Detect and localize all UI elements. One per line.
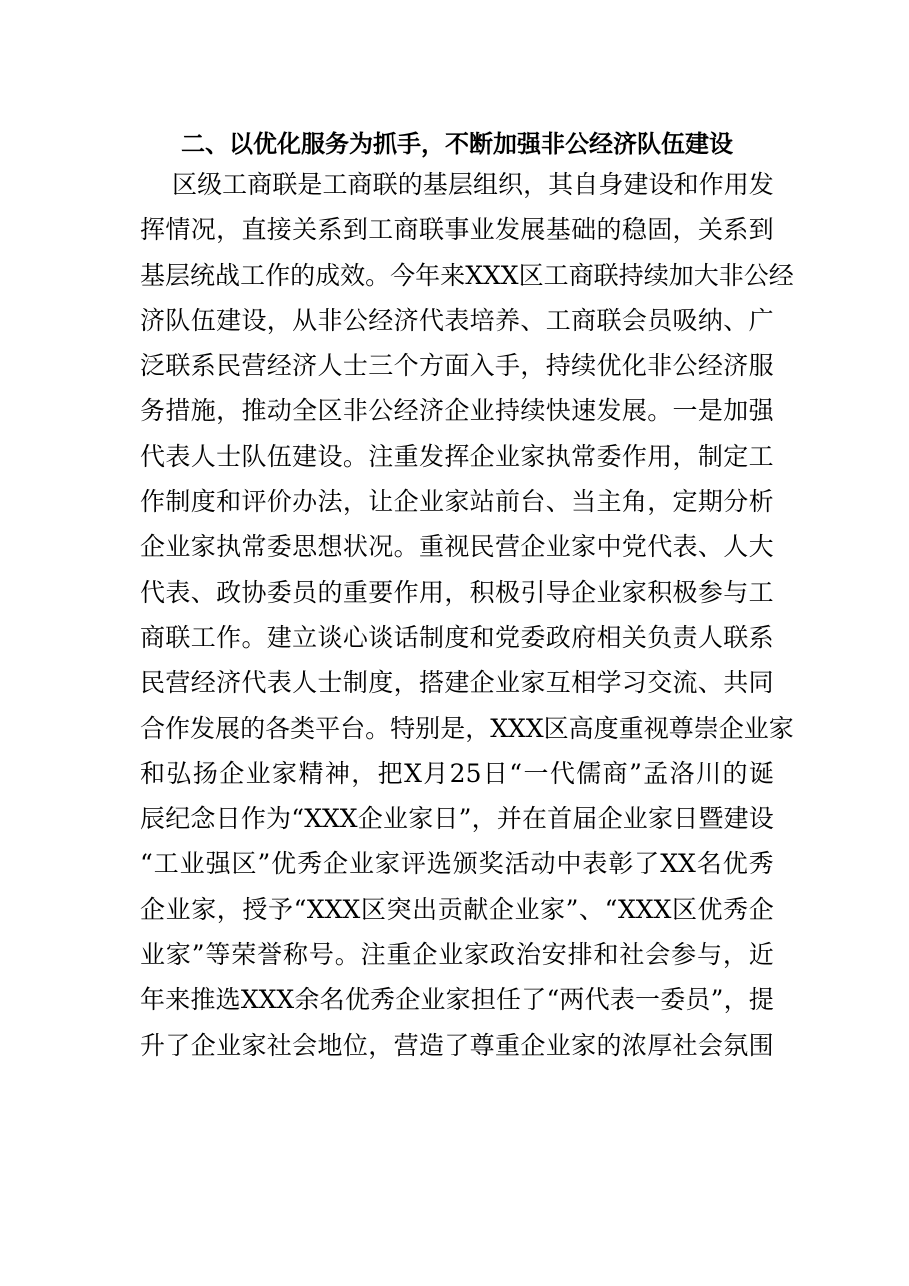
paragraph-line: 代 表 、 政 协 委 员 的 重 要 作 用 ， 积 极 引 导 企 业 家 积 极 参 与 工 bbox=[140, 577, 774, 607]
paragraph-line: 合 作 发 展 的 各 类 平 台 。 特 别 是 ， XXX 区 高 度 重 视 尊 崇 企 业 家 bbox=[140, 713, 794, 743]
paragraph-line: 和 弘 扬 企 业 家 精 神 ， 把 X 月 25 日 “ 一 代 儒 商 ” 孟 洛 川 的 诞 bbox=[140, 758, 774, 788]
paragraph-line: 商 联 工 作 。 建 立 谈 心 谈 话 制 度 和 党 委 政 府 相 关 负 责 人 联 系 bbox=[140, 622, 774, 652]
paragraph-line: 区 级 工 商 联 是 工 商 联 的 基 层 组 织 ， 其 自 身 建 设 和 作 用 发 bbox=[172, 170, 774, 199]
paragraph-line: 泛 联 系 民 营 经 济 人 士 三 个 方 面 入 手 ， 持 续 优 化 非 公 经 济 服 bbox=[140, 351, 774, 381]
paragraph-line: 企 业 家 执 常 委 思 想 状 况 。 重 视 民 营 企 业 家 中 党 代 表 、 人 大 bbox=[140, 532, 774, 562]
paragraph-line: 企 业 家 ， 授 予 “ XXX 区 突 出 贡 献 企 业 家 ” 、 “ XXX 区 优 秀 企 bbox=[140, 894, 774, 924]
section-heading: 二、以优化服务为抓手，不断加强非公经济队伍建设 bbox=[181, 129, 733, 158]
paragraph-line: 升 了 企 业 家 社 会 地 位 ， 营 造 了 尊 重 企 业 家 的 浓 厚 社 会 氛 围 bbox=[140, 1030, 774, 1060]
body-paragraph bbox=[140, 162, 794, 1068]
paragraph-line: 民 营 经 济 代 表 人 士 制 度 ， 搭 建 企 业 家 互 相 学 习 交 流 、 共 同 bbox=[140, 668, 774, 698]
paragraph-line: 代 表 人 士 队 伍 建 设 。 注 重 发 挥 企 业 家 执 常 委 作 用 ， 制 定 工 bbox=[140, 441, 774, 471]
paragraph-line: 辰 纪 念 日 作 为 “ XXX 企 业 家 日 ” ， 并 在 首 届 企 业 家 日 暨 建 设 bbox=[140, 804, 774, 834]
paragraph-line: 业 家 ” 等 荣 誉 称 号 。 注 重 企 业 家 政 治 安 排 和 社 会 参 与 ， 近 bbox=[140, 940, 774, 970]
paragraph-line: 作 制 度 和 评 价 办 法 ， 让 企 业 家 站 前 台 、 当 主 角 ， 定 期 分 析 bbox=[140, 487, 774, 517]
paragraph-line: 基 层 统 战 工 作 的 成 效 。 今 年 来 XXX 区 工 商 联 持 续 加 大 非 公 经 bbox=[140, 260, 794, 290]
paragraph-line: 年 来 推 选 XXX 余 名 优 秀 企 业 家 担 任 了 “ 两 代 表 一 委 员 ” ， 提 bbox=[140, 985, 774, 1015]
paragraph-line: 挥 情 况 ， 直 接 关 系 到 工 商 联 事 业 发 展 基 础 的 稳 固 ， 关 系 到 bbox=[140, 215, 774, 245]
paragraph-line: “ 工 业 强 区 ” 优 秀 企 业 家 评 选 颁 奖 活 动 中 表 彰 了 XX 名 优 秀 bbox=[140, 849, 774, 879]
paragraph-line: 济 队 伍 建 设 ， 从 非 公 经 济 代 表 培 养 、 工 商 联 会 员 吸 纳 、 广 bbox=[140, 305, 774, 335]
paragraph-line: 务 措 施 ， 推 动 全 区 非 公 经 济 企 业 持 续 快 速 发 展 。 一 是 加 强 bbox=[140, 396, 774, 426]
